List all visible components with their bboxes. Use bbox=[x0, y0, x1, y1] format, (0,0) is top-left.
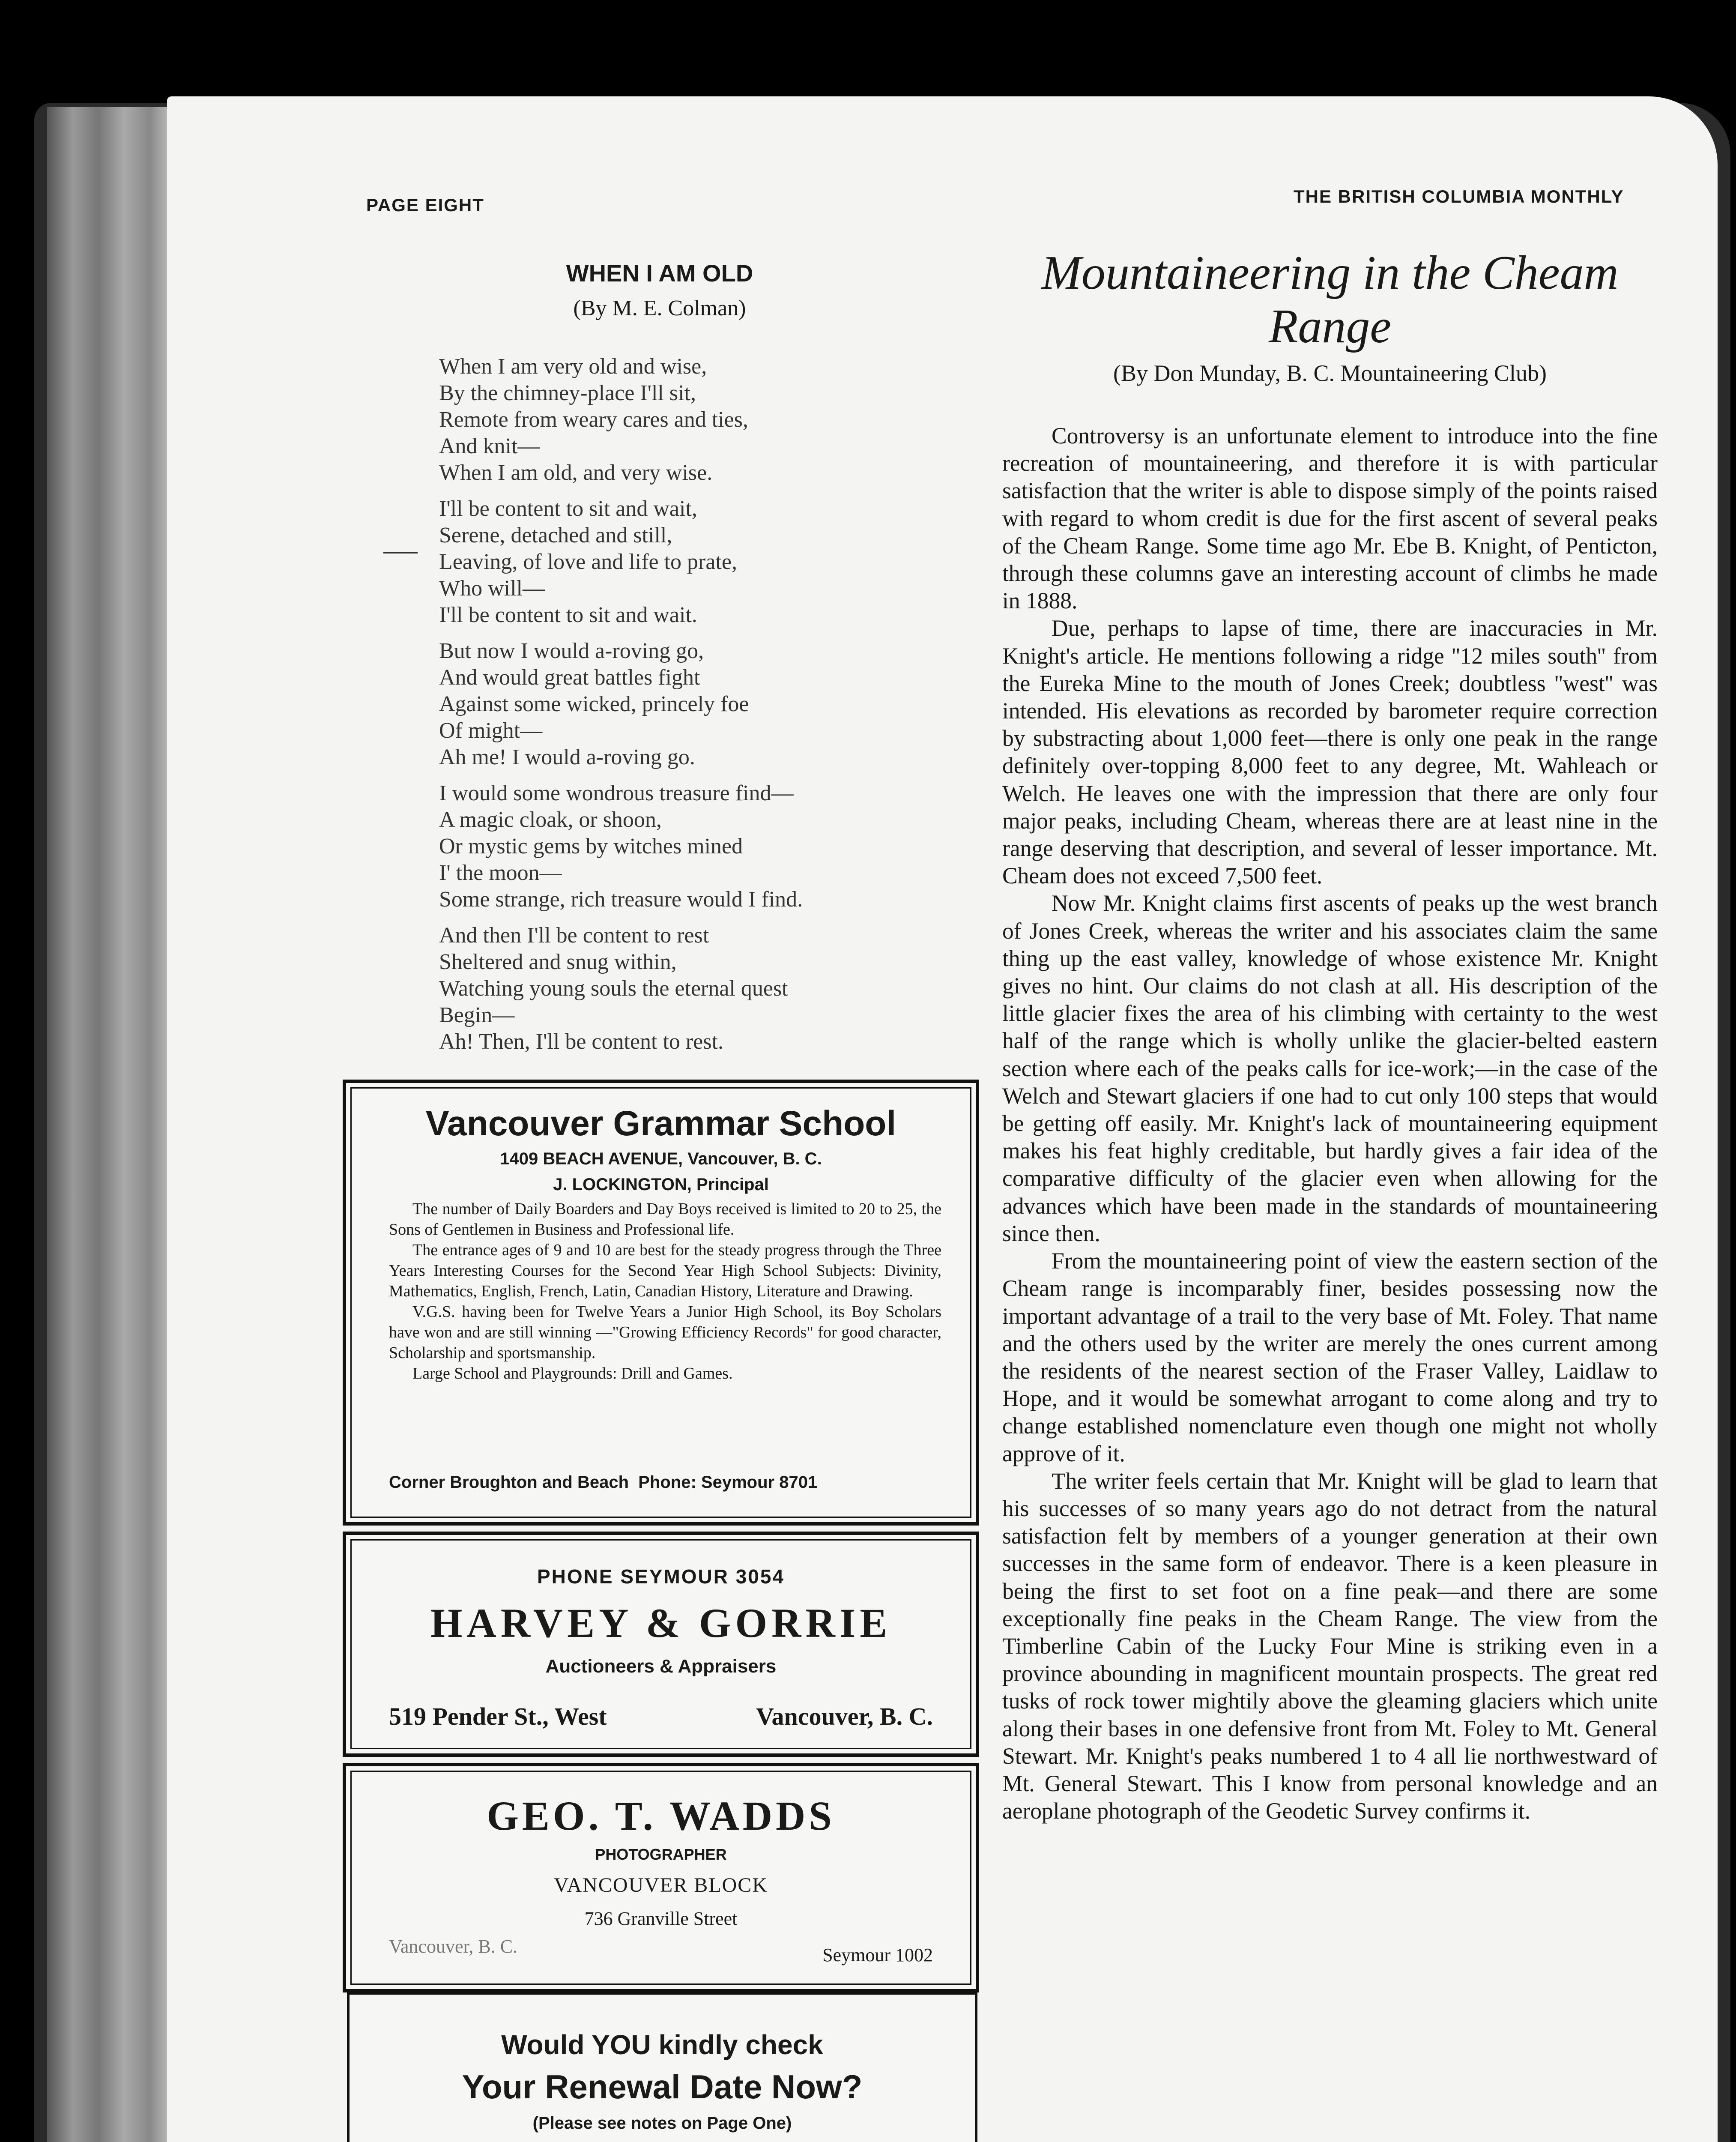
poem-line: I' the moon— bbox=[439, 861, 562, 885]
renewal-line-3: (Please see notes on Page One) bbox=[532, 2114, 792, 2133]
poem-stanza bbox=[439, 353, 889, 486]
poem-line: Some strange, rich treasure would I find. bbox=[439, 887, 803, 912]
poem-line: When I am old, and very wise. bbox=[439, 461, 713, 485]
article-paragraph: Now Mr. Knight claims first ascents of peaks up the west branch of Jones Creek, whereas the writer and his associates claim the same thing up the east valley, knowledge of whose existence Mr. Knight gives no hint. Our claims do not clash at all. His description of the little glacier fixes the area of his climbing with certainty to the west half of the range which is wholly unlike the glacier-belted eastern section where each of the peaks calls for ice-work;—in the case of the Welch and Stewart glaciers if one had to cut only 100 steps that would be getting off easily. Mr. Knight's lack of mountaineering equipment makes his feat highly creditable, but hardly gives a fair idea of the comparative difficulty of the glacier even when allowing for the advances which have been made in the standards of mountaineering since then. bbox=[1002, 890, 1658, 1246]
poem-line: Leaving, of love and life to prate, bbox=[439, 550, 737, 574]
article-byline: (By Don Munday, B. C. Mountaineering Club) bbox=[1113, 360, 1547, 386]
poem-stanza bbox=[439, 496, 889, 628]
ad-subtitle: PHOTOGRAPHER bbox=[595, 1846, 727, 1863]
ad-building: VANCOUVER BLOCK bbox=[554, 1874, 768, 1897]
article-title: Mountaineering in the Cheam Range bbox=[1041, 246, 1619, 353]
article-body bbox=[1002, 422, 1658, 1825]
ad-city: Vancouver, B. C. bbox=[756, 1702, 933, 1730]
poem-line: And then I'll be content to rest bbox=[439, 923, 709, 948]
page-number-header: PAGE EIGHT bbox=[366, 195, 484, 215]
harvey-gorrie-ad bbox=[343, 1532, 979, 1757]
poem-stanza bbox=[439, 922, 889, 1055]
poem-line: A magic cloak, or shoon, bbox=[439, 808, 662, 832]
ad-city: Vancouver, B. C. bbox=[389, 1936, 518, 1957]
vancouver-grammar-school-ad bbox=[343, 1080, 979, 1526]
poem-line: But now I would a-roving go, bbox=[439, 639, 704, 663]
poem-line: Begin— bbox=[439, 1003, 515, 1027]
page-edges bbox=[47, 107, 176, 2142]
poem-line: And would great battles fight bbox=[439, 665, 700, 690]
poem-line: Sheltered and snug within, bbox=[439, 950, 677, 974]
ad-address: 519 Pender St., West bbox=[389, 1702, 607, 1730]
ad-paragraph: The entrance ages of 9 and 10 are best for the steady progress through the Three Years Interesting Courses for the Second Year High School Subjects: Divinity, Mathematics, English, French, Latin, Canadian History, Literature and Drawing. bbox=[389, 1241, 941, 1300]
ad-subtitle: Auctioneers & Appraisers bbox=[545, 1656, 777, 1677]
ad-address: 736 Granville Street bbox=[584, 1908, 738, 1929]
poem-line: Or mystic gems by witches mined bbox=[439, 834, 743, 859]
renewal-line-1: Would YOU kindly check bbox=[501, 2029, 823, 2060]
ad-phone: Phone: Seymour 8701 bbox=[638, 1473, 818, 1492]
poem-line: I would some wondrous treasure find— bbox=[439, 781, 794, 805]
ad-location-phone bbox=[389, 1473, 941, 1492]
ad-body bbox=[389, 1199, 941, 1384]
poem-line: Serene, detached and still, bbox=[439, 523, 672, 547]
poem-line: Of might— bbox=[439, 718, 543, 743]
poem-line: Ah! Then, I'll be content to rest. bbox=[439, 1029, 724, 1054]
article-paragraph: The writer feels certain that Mr. Knight will be glad to learn that his successes of so many years ago do not detract from the natural satisfaction felt by members of a younger generation at their own successes in the same form of endeavor. There is a keen pleasure in being the first to set foot on a fine peak—and there are some exceptionally fine peaks in the Cheam Range. The view from the Timberline Cabin of the Lucky Four Mine is striking even in a province abounding in magnificent mountain prospects. The great red tusks of rock tower mightily above the gleaming glaciers which unite along their bases in one defensive front from Mt. Foley to Mt. General Stewart. Mr. Knight's peaks numbered 1 to 4 all lie northwestward of Mt. General Stewart. This I know from personal knowledge and an aeroplane photograph of the Geodetic Survey confirms it. bbox=[1002, 1468, 1658, 1824]
poem-stanza bbox=[439, 780, 889, 913]
renewal-line-2: Your Renewal Date Now? bbox=[462, 2068, 863, 2106]
ad-location: Corner Broughton and Beach bbox=[389, 1473, 629, 1492]
poem-line: When I am very old and wise, bbox=[439, 354, 707, 379]
ad-title: HARVEY & GORRIE bbox=[430, 1600, 892, 1646]
margin-mark bbox=[383, 552, 418, 553]
renewal-notice bbox=[347, 1992, 977, 2142]
poem-line: Remote from weary cares and ties, bbox=[439, 407, 748, 432]
ad-paragraph: The number of Daily Boarders and Day Boys received is limited to 20 to 25, the Sons of Gentlemen in Business and Professional life. bbox=[389, 1200, 941, 1239]
poem-line: And knit— bbox=[439, 434, 540, 458]
poem-line: Ah me! I would a-roving go. bbox=[439, 745, 695, 769]
poem-stanza bbox=[439, 638, 889, 771]
ad-title: Vancouver Grammar School bbox=[425, 1104, 896, 1143]
poem-byline: (By M. E. Colman) bbox=[573, 296, 746, 320]
magazine-title-header: THE BRITISH COLUMBIA MONTHLY bbox=[1294, 186, 1624, 206]
poem-line: By the chimney-place I'll sit, bbox=[439, 381, 696, 405]
ad-paragraph: V.G.S. having been for Twelve Years a Junior High School, its Boy Scholars have won and are still winning —"Growing Efficiency Records" for good character, Scholarship and sportsmanship. bbox=[389, 1303, 941, 1362]
wadds-photographer-ad bbox=[343, 1763, 979, 1992]
article-paragraph: From the mountaineering point of view the eastern section of the Cheam range is incomparably finer, besides possessing now the important advantage of a trail to the very base of Mt. Foley. That name and the others used by the writer are merely the ones current among the residents of the nearest section of the Fraser Valley, Laidlaw to Hope, and it would be somewhat arrogant to come along and try to change established nomenclature even though one might not wholly approve of it. bbox=[1002, 1248, 1658, 1466]
poem-line: I'll be content to sit and wait. bbox=[439, 603, 697, 627]
article-paragraph: Due, perhaps to lapse of time, there are inaccuracies in Mr. Knight's article. He mentions following a ridge ''12 miles south'' from the Eureka Mine to the mouth of Jones Creek; doubtless ''west'' was intended. His elevations as recorded by barometer require correction by substracting about 1,000 feet—there is only one peak in the range definitely over-topping 8,000 feet to any degree, Mt. Wahleach or Welch. He leaves one with the impression that there are only four major peaks, including Cheam, whereas there are at least nine in the range deserving that description, and several of lesser importance. Mt. Cheam does not exceed 7,500 feet. bbox=[1002, 615, 1658, 889]
poem-title: WHEN I AM OLD bbox=[566, 260, 753, 287]
ad-paragraph: Large School and Playgrounds: Drill and Games. bbox=[412, 1364, 733, 1382]
ad-title: GEO. T. WADDS bbox=[487, 1793, 835, 1839]
poem-line: Who will— bbox=[439, 576, 545, 601]
poem-line: I'll be content to sit and wait, bbox=[439, 497, 697, 521]
ad-phone: Seymour 1002 bbox=[822, 1945, 933, 1965]
article-paragraph: Controversy is an unfortunate element to introduce into the fine recreation of mountaineering, and therefore it is with particular satisfaction that the writer is able to dispose simply of the points raised with regard to whom credit is due for the first ascent of several peaks of the Cheam Range. Some time ago Mr. Ebe B. Knight, of Penticton, through these columns gave an interesting account of climbs he made in 1888. bbox=[1002, 423, 1658, 614]
poem-line: Watching young souls the eternal quest bbox=[439, 976, 788, 1001]
ad-phone: PHONE SEYMOUR 3054 bbox=[537, 1565, 785, 1588]
ad-principal: J. LOCKINGTON, Principal bbox=[553, 1175, 769, 1194]
poem-body bbox=[439, 353, 889, 1065]
poem-line: Against some wicked, princely foe bbox=[439, 692, 749, 716]
ad-address: 1409 BEACH AVENUE, Vancouver, B. C. bbox=[500, 1149, 822, 1168]
